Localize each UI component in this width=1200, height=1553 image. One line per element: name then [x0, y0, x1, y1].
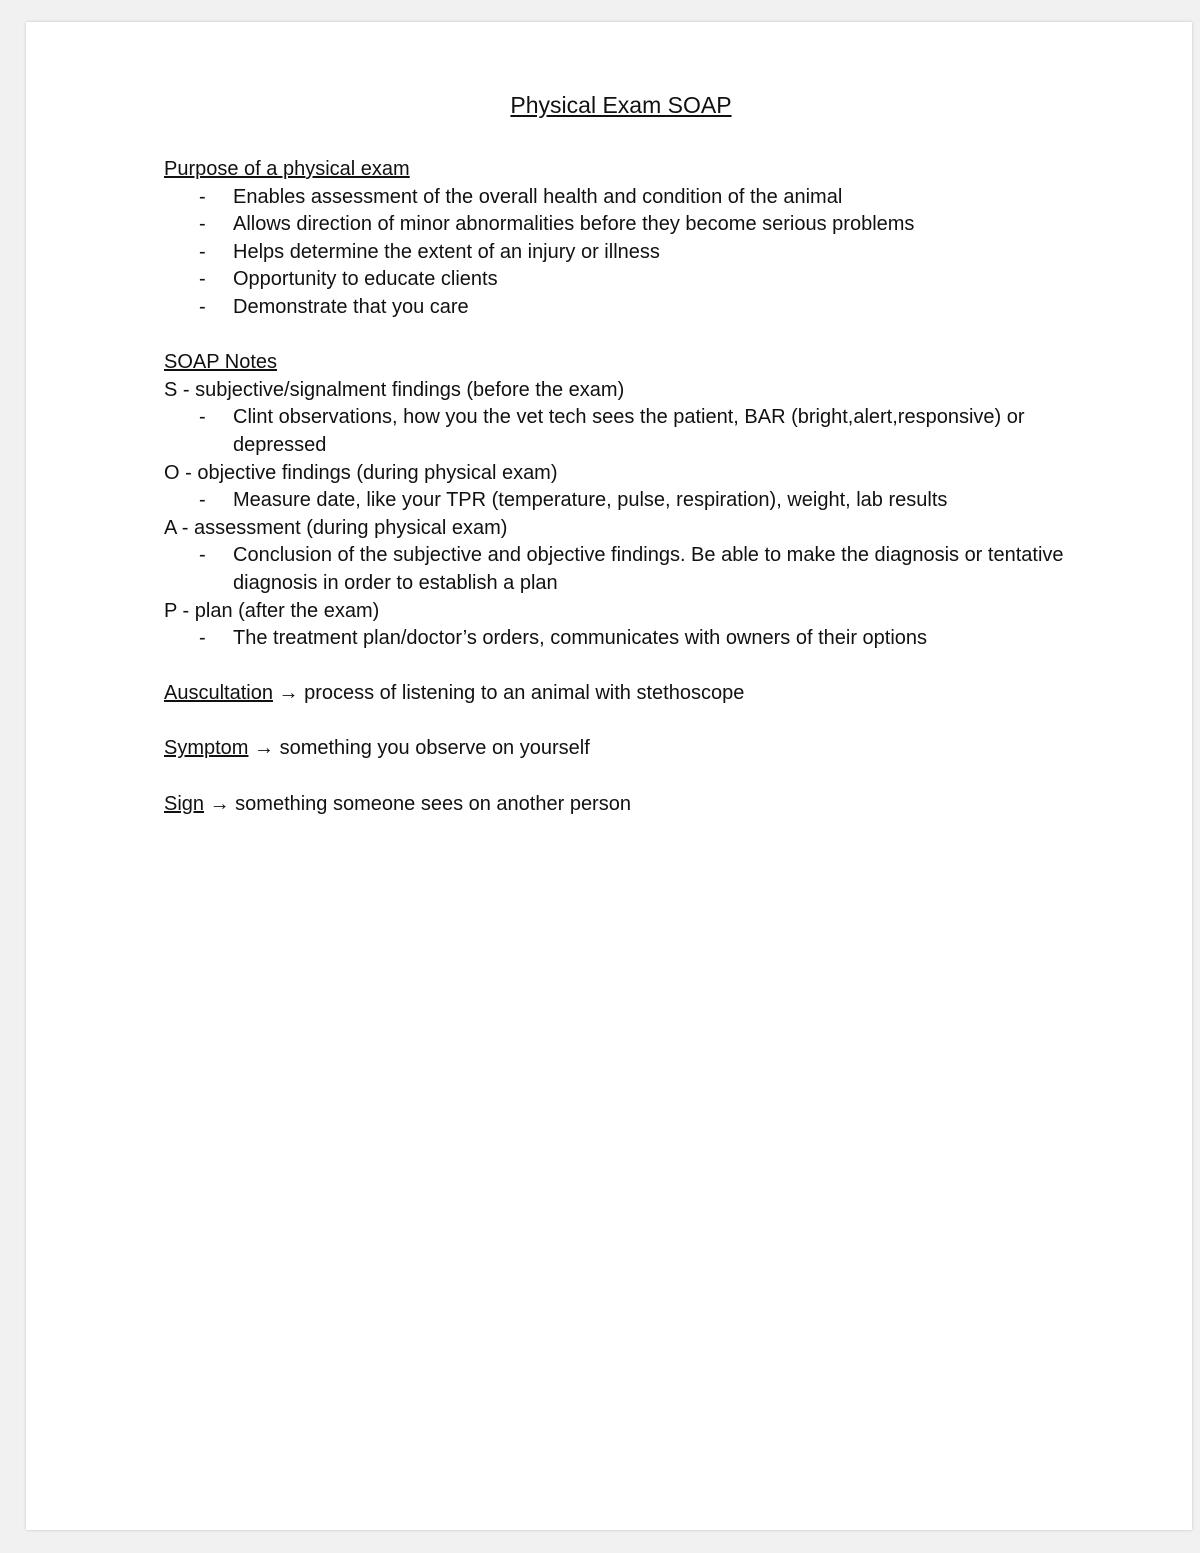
list-item: - Measure date, like your TPR (temperature, pulse, respiration), weight, lab results: [164, 487, 1074, 515]
soap-heading: SOAP Notes: [164, 351, 278, 374]
spacer: [164, 763, 1074, 791]
definition-term: Auscultation: [164, 682, 273, 705]
document-page: [26, 22, 1192, 1530]
arrow-icon: →: [278, 682, 299, 705]
arrow-icon: →: [209, 792, 230, 815]
list-item: - Clint observations, how you the vet tech sees the patient, BAR (bright,alert,responsive) or depressed: [164, 404, 1074, 459]
list-item: - Demonstrate that you care: [164, 294, 1074, 322]
soap-plan-label: P - plan (after the exam): [164, 599, 380, 622]
purpose-list: [164, 184, 1074, 322]
definition-symptom: [164, 735, 1074, 763]
spacer: [164, 653, 1074, 681]
list-item: - Conclusion of the subjective and objective findings. Be able to make the diagnosis or tentative diagnosis in order to establish a plan: [164, 542, 1074, 597]
definition-text: something someone sees on another person: [235, 792, 631, 815]
spacer: [164, 708, 1074, 736]
page-title: Physical Exam SOAP: [510, 92, 732, 118]
definition-auscultation: [164, 680, 1074, 708]
soap-subjective-list: [164, 404, 1074, 459]
document-body: [164, 90, 1074, 818]
definition-text: something you observe on yourself: [279, 737, 590, 760]
spacer: [164, 322, 1074, 350]
soap-subjective-label: S - subjective/signalment findings (before the exam): [164, 378, 625, 401]
list-item: - The treatment plan/doctor’s orders, communicates with owners of their options: [164, 625, 1074, 653]
list-item: - Opportunity to educate clients: [164, 266, 1074, 294]
purpose-heading: Purpose of a physical exam: [164, 158, 410, 180]
definition-text: process of listening to an animal with stethoscope: [304, 682, 745, 705]
list-item: - Allows direction of minor abnormalities before they become serious problems: [164, 211, 1074, 239]
list-item: - Helps determine the extent of an injury or illness: [164, 239, 1074, 267]
definition-term: Symptom: [164, 737, 249, 760]
soap-assessment-label: A - assessment (during physical exam): [164, 516, 508, 539]
soap-plan-list: [164, 625, 1074, 653]
soap-objective-list: [164, 487, 1074, 515]
arrow-icon: →: [254, 737, 275, 760]
list-item: - Enables assessment of the overall health and condition of the animal: [164, 184, 1074, 212]
soap-objective-label: O - objective findings (during physical exam): [164, 461, 558, 484]
definition-term: Sign: [164, 792, 205, 815]
soap-assessment-list: [164, 542, 1074, 597]
definition-sign: [164, 791, 1074, 819]
